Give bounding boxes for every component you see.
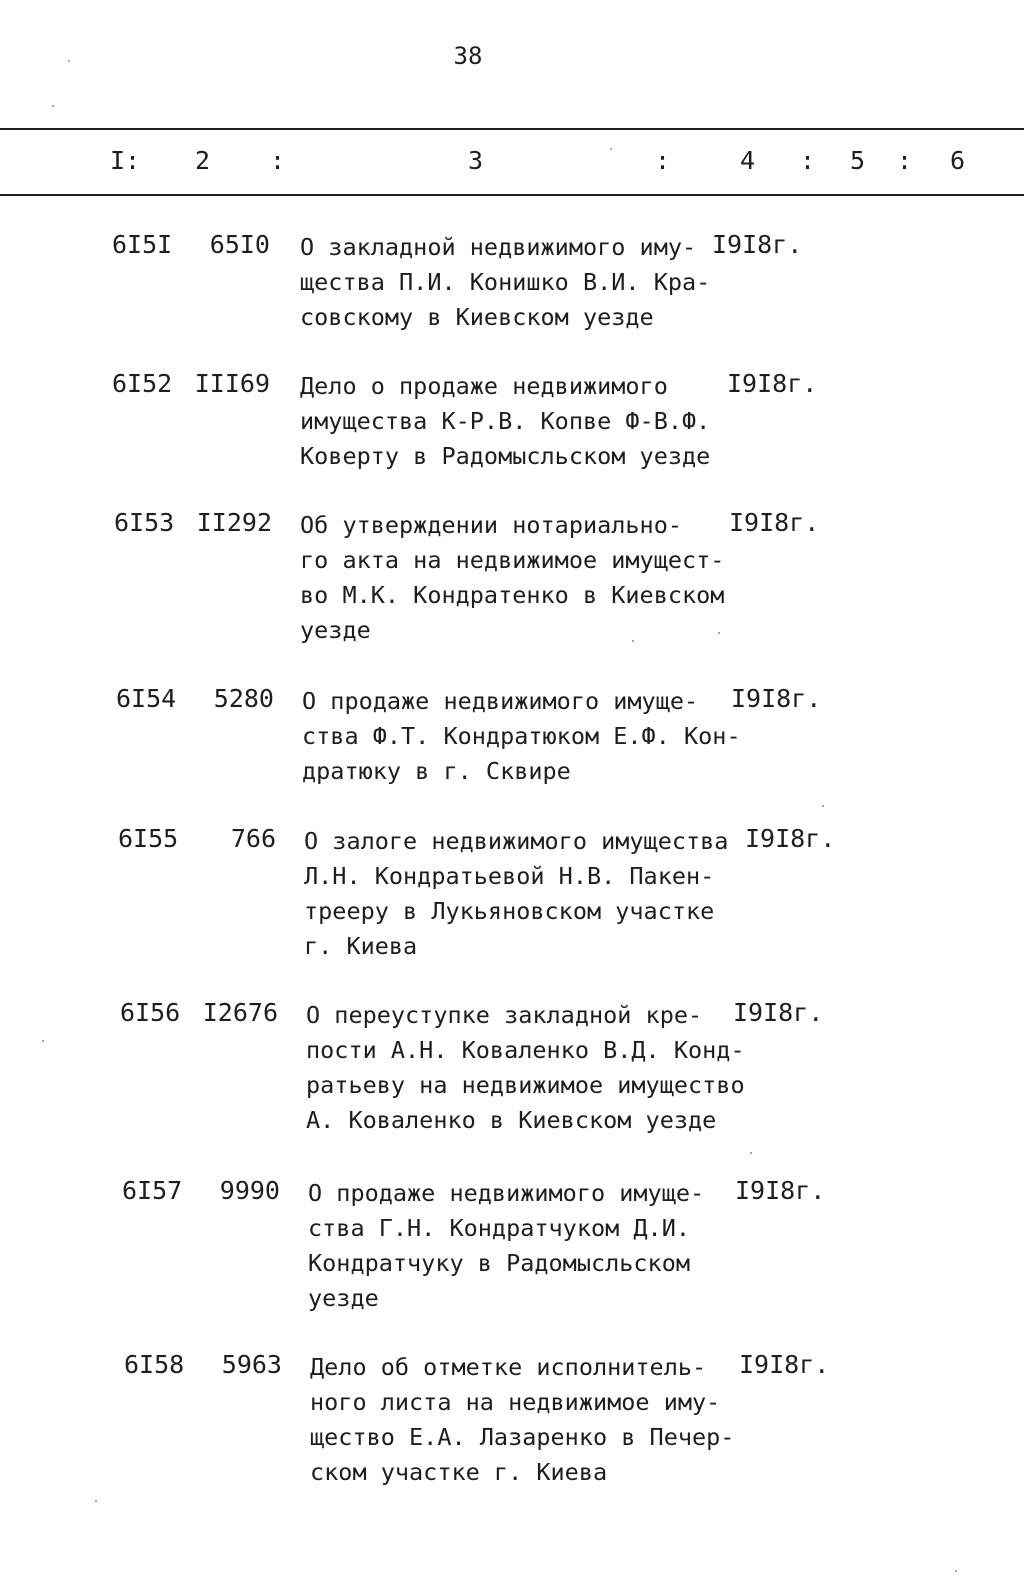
- entry-number: 6I52: [112, 369, 173, 398]
- column-separator: :: [655, 146, 671, 175]
- entry-code: 5963: [221, 1350, 282, 1379]
- description-line: О продаже недвижимого имуще-: [302, 687, 699, 715]
- description-line: ском участке г. Киева: [310, 1458, 608, 1486]
- description-line: О закладной недвижимого иму-: [300, 233, 697, 261]
- description-line: уезде: [308, 1284, 379, 1312]
- description-line: ства Ф.Т. Кондратюком Е.Ф. Кон-: [302, 722, 741, 750]
- description-line: ратьеву на недвижимое имущество: [306, 1071, 745, 1099]
- entry-year: I9I8г.: [727, 369, 818, 398]
- description-line: дратюку в г. Сквире: [302, 757, 571, 785]
- description-line: Коверту в Радомысльском уезде: [300, 442, 711, 470]
- entry-code: 65I0: [209, 230, 270, 259]
- description-line: г. Киева: [304, 932, 418, 960]
- entry-description: [300, 508, 724, 648]
- entry-number: 6I55: [118, 824, 179, 853]
- entry-code: 9990: [219, 1176, 280, 1205]
- description-line: Дело о продаже недвижимого: [300, 372, 668, 400]
- entry-description: [306, 998, 745, 1138]
- entry-code: II292: [196, 508, 272, 537]
- description-line: совскому в Киевском уезде: [300, 303, 654, 331]
- column-header-2: 2: [195, 146, 211, 175]
- description-line: Л.Н. Кондратьевой Н.В. Пакен-: [304, 862, 715, 890]
- scan-speck: [42, 1040, 44, 1042]
- scan-speck: [68, 60, 70, 62]
- column-header-3: 3: [468, 146, 484, 175]
- entry-number: 6I56: [120, 998, 181, 1027]
- scan-speck: [632, 640, 634, 642]
- entry-description: [300, 369, 710, 474]
- entry-year: I9I8г.: [729, 508, 820, 537]
- scan-speck: [822, 805, 824, 807]
- entry-number: 6I54: [116, 684, 177, 713]
- description-line: ства Г.Н. Кондратчуком Д.И.: [308, 1214, 691, 1242]
- entry-year: I9I8г.: [712, 230, 803, 259]
- description-line: Кондратчуку в Радомысльском: [308, 1249, 691, 1277]
- description-line: во М.К. Кондратенко в Киевском: [300, 581, 725, 609]
- entry-description: [300, 230, 710, 335]
- scan-speck: [95, 1500, 97, 1502]
- scan-speck: [955, 1570, 957, 1572]
- entry-description: [310, 1350, 734, 1490]
- description-line: Об утверждении нотариально-: [300, 511, 683, 539]
- description-line: О переуступке закладной кре-: [306, 1001, 703, 1029]
- entry-year: I9I8г.: [735, 1176, 826, 1205]
- entry-code: III69: [194, 369, 270, 398]
- description-line: А. Коваленко в Киевском уезде: [306, 1106, 717, 1134]
- column-separator: :: [270, 146, 286, 175]
- description-line: щество Е.А. Лазаренко в Печер-: [310, 1423, 735, 1451]
- scan-speck: [718, 632, 720, 634]
- scan-speck: [52, 105, 54, 107]
- entry-code: 5280: [213, 684, 274, 713]
- description-line: имущества К-Р.В. Копве Ф-В.Ф.: [300, 407, 711, 435]
- description-line: уезде: [300, 616, 371, 644]
- description-line: Дело об отметке исполнитель-: [310, 1353, 707, 1381]
- column-header-5: 5: [850, 146, 866, 175]
- entry-description: [308, 1176, 704, 1316]
- page-number: 38: [453, 42, 483, 70]
- description-line: щества П.И. Конишко В.И. Кра-: [300, 268, 711, 296]
- entry-number: 6I5I: [112, 230, 173, 259]
- column-header-4: 4: [740, 146, 756, 175]
- column-header-6: 6: [950, 146, 966, 175]
- scan-speck: [610, 148, 612, 150]
- entry-description: [302, 684, 741, 789]
- entry-description: [304, 824, 728, 964]
- entry-year: I9I8г.: [739, 1350, 830, 1379]
- column-separator: :: [897, 146, 913, 175]
- column-separator: :: [800, 146, 816, 175]
- entry-year: I9I8г.: [731, 684, 822, 713]
- table-header-bottom-rule: [0, 194, 1024, 196]
- description-line: ного листа на недвижимое иму-: [310, 1388, 721, 1416]
- table-header-top-rule: [0, 128, 1024, 130]
- entry-year: I9I8г.: [733, 998, 824, 1027]
- description-line: О залоге недвижимого имущества: [304, 827, 729, 855]
- description-line: трееру в Лукьяновском участке: [304, 897, 715, 925]
- entry-code: 766: [230, 824, 276, 853]
- entry-number: 6I58: [124, 1350, 185, 1379]
- entry-number: 6I57: [122, 1176, 183, 1205]
- entry-number: 6I53: [114, 508, 175, 537]
- description-line: го акта на недвижимое имущест-: [300, 546, 725, 574]
- scan-speck: [750, 1152, 752, 1154]
- column-header-1: I:: [110, 146, 141, 175]
- description-line: О продаже недвижимого имуще-: [308, 1179, 705, 1207]
- description-line: пости А.Н. Коваленко В.Д. Конд-: [306, 1036, 745, 1064]
- entry-year: I9I8г.: [745, 824, 836, 853]
- entry-code: I2676: [202, 998, 278, 1027]
